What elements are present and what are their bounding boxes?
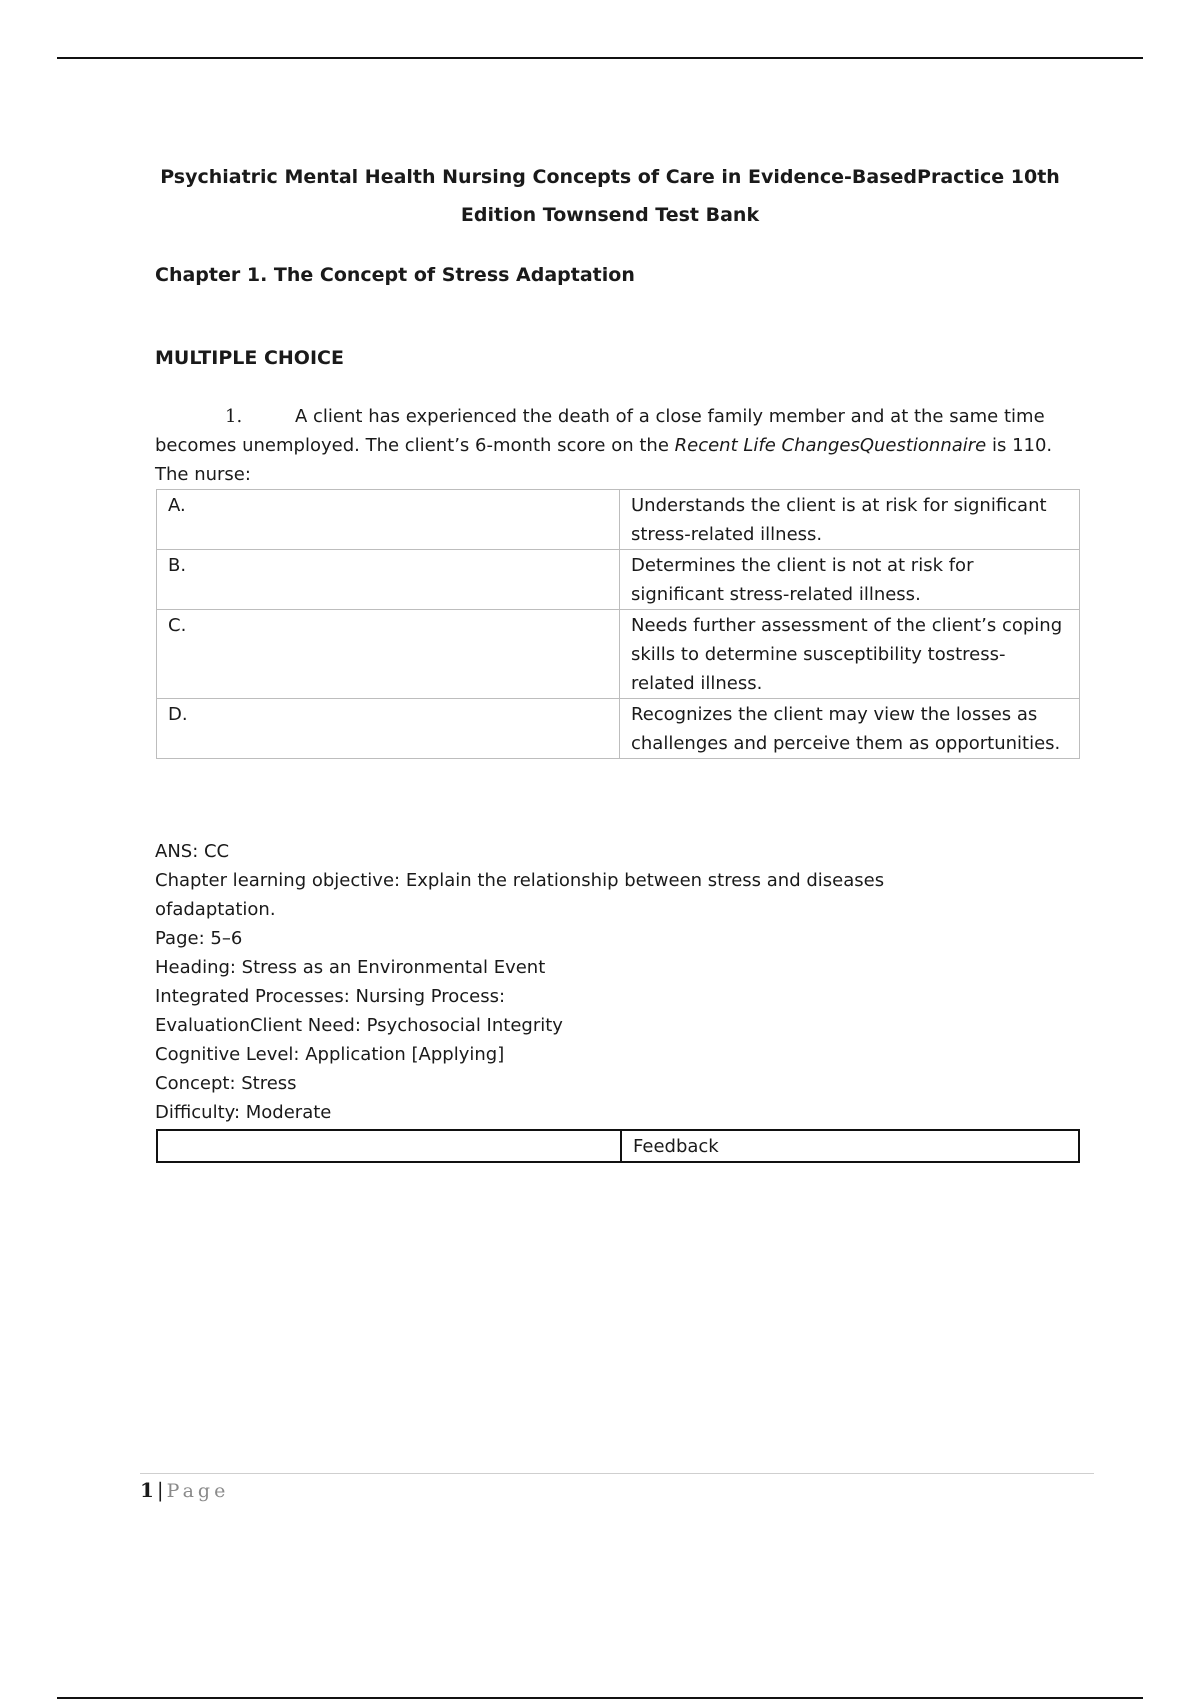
option-text: Determines the client is not at risk for significant stress-related illness. — [620, 550, 1080, 610]
option-row-b — [157, 550, 1080, 610]
cognitive-level: Cognitive Level: Application [Applying] — [155, 1044, 505, 1065]
concept: Concept: Stress — [155, 1073, 297, 1094]
question-stem — [155, 402, 1085, 489]
option-letter: C. — [157, 610, 620, 699]
question-text-part2: is 110. The nurse: — [155, 435, 1053, 485]
difficulty: Difficulty: Moderate — [155, 1102, 332, 1123]
heading-reference: Heading: Stress as an Environmental Event — [155, 957, 546, 978]
option-text: Recognizes the client may view the losses as challenges and perceive them as opportunities. — [620, 699, 1080, 759]
option-row-c — [157, 610, 1080, 699]
feedback-table — [156, 1129, 1080, 1163]
title-line-1: Psychiatric Mental Health Nursing Concepts of Care in Evidence-BasedPractice 10th — [160, 166, 1060, 188]
question-text-italic: Recent Life ChangesQuestionnaire — [674, 435, 987, 456]
chapter-heading: Chapter 1. The Concept of Stress Adaptation — [155, 264, 635, 286]
page-number: 1 — [140, 1478, 154, 1502]
client-need: EvaluationClient Need: Psychosocial Integrity — [155, 1015, 563, 1036]
answer-metadata — [155, 837, 1115, 1127]
question-number: 1. — [225, 406, 243, 427]
page-reference: Page: 5–6 — [155, 928, 243, 949]
title-line-2: Edition Townsend Test Bank — [460, 204, 760, 226]
option-letter: A. — [157, 490, 620, 550]
option-letter: D. — [157, 699, 620, 759]
page-word: Page — [166, 1480, 230, 1502]
document-title — [150, 158, 1070, 234]
section-heading: MULTIPLE CHOICE — [155, 347, 344, 369]
question-text-part1: A client has experienced the death of a close family member and at the same time becomes unemployed. The client’s 6-month score on the — [155, 406, 1045, 456]
option-text: Understands the client is at risk for significant stress-related illness. — [620, 490, 1080, 550]
page-footer — [140, 1478, 229, 1502]
footer-separator: | — [156, 1478, 164, 1502]
top-rule — [57, 57, 1143, 59]
bottom-rule — [57, 1697, 1143, 1699]
feedback-label: Feedback — [621, 1130, 1079, 1162]
feedback-blank-cell — [157, 1130, 621, 1162]
answer-key: ANS: CC — [155, 841, 230, 862]
integrated-processes: Integrated Processes: Nursing Process: — [155, 986, 506, 1007]
option-row-a — [157, 490, 1080, 550]
footer-rule — [140, 1473, 1094, 1474]
option-row-d — [157, 699, 1080, 759]
learning-objective-line-2: ofadaptation. — [155, 899, 276, 920]
feedback-row — [157, 1130, 1079, 1162]
option-text: Needs further assessment of the client’s coping skills to determine susceptibility tostress-related illness. — [620, 610, 1080, 699]
learning-objective-line-1: Chapter learning objective: Explain the relationship between stress and diseases — [155, 870, 885, 891]
option-letter: B. — [157, 550, 620, 610]
options-table — [156, 489, 1080, 759]
